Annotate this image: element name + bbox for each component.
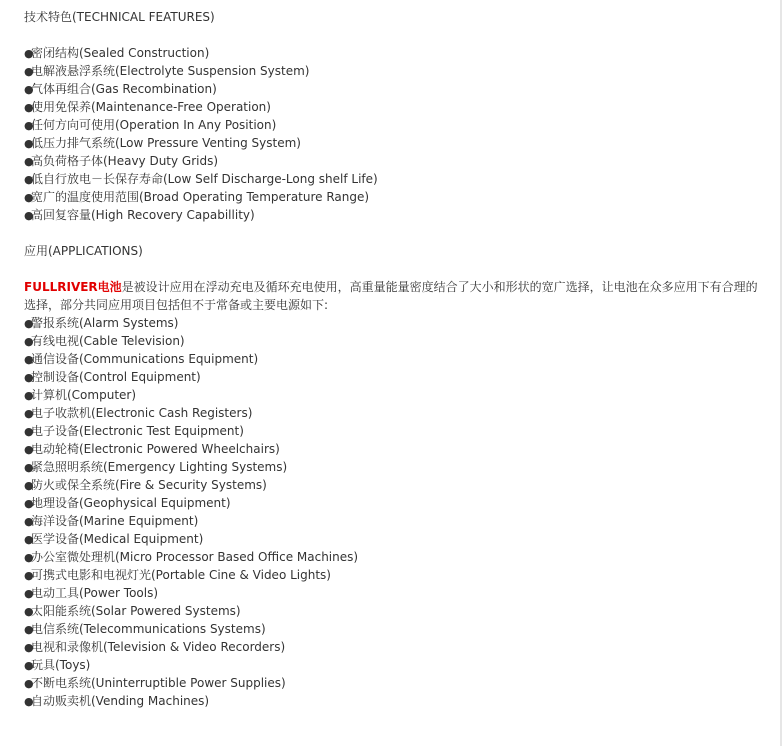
list-item-text: 防火或保全系统(Fire & Security Systems) [31, 478, 267, 492]
spacer [24, 26, 769, 44]
bullet-icon: ● [24, 695, 34, 708]
list-item [24, 674, 769, 692]
list-item [24, 152, 769, 170]
bullet-icon: ● [24, 659, 34, 672]
list-item-text: 低自行放电－长保存寿命(Low Self Discharge-Long shelf Life) [31, 172, 378, 186]
list-item-text: 高回复容量(High Recovery Capabillity) [31, 208, 255, 222]
bullet-icon: ● [24, 407, 34, 420]
list-item [24, 440, 769, 458]
list-item-text: 高负荷格子体(Heavy Duty Grids) [31, 154, 219, 168]
bullet-icon: ● [24, 335, 34, 348]
list-item [24, 404, 769, 422]
list-item-text: 地理设备(Geophysical Equipment) [31, 496, 231, 510]
bullet-icon: ● [24, 479, 34, 492]
bullet-icon: ● [24, 533, 34, 546]
list-item [24, 620, 769, 638]
list-item-text: 海洋设备(Marine Equipment) [31, 514, 199, 528]
list-item [24, 458, 769, 476]
list-item [24, 116, 769, 134]
bullet-icon: ● [24, 425, 34, 438]
list-item-text: 电信系统(Telecommunications Systems) [31, 622, 266, 636]
list-item-text: 密闭结构(Sealed Construction) [31, 46, 210, 60]
bullet-icon: ● [24, 155, 34, 168]
list-item-text: 计算机(Computer) [31, 388, 137, 402]
bullet-icon: ● [24, 191, 34, 204]
list-item-text: 通信设备(Communications Equipment) [31, 352, 259, 366]
list-item [24, 602, 769, 620]
applications-intro [24, 278, 769, 314]
bullet-icon: ● [24, 641, 34, 654]
list-item [24, 638, 769, 656]
list-item [24, 314, 769, 332]
bullet-icon: ● [24, 137, 34, 150]
bullet-icon: ● [24, 101, 34, 114]
list-item [24, 584, 769, 602]
bullet-icon: ● [24, 497, 34, 510]
bullet-icon: ● [24, 173, 34, 186]
list-item-text: 太阳能系统(Solar Powered Systems) [31, 604, 241, 618]
list-item-text: 紧急照明系统(Emergency Lighting Systems) [31, 460, 288, 474]
list-item [24, 62, 769, 80]
list-item-text: 低压力排气系统(Low Pressure Venting System) [31, 136, 301, 150]
bullet-icon: ● [24, 569, 34, 582]
list-item-text: 医学设备(Medical Equipment) [31, 532, 204, 546]
spacer [24, 260, 769, 278]
bullet-icon: ● [24, 515, 34, 528]
list-item-text: 可携式电影和电视灯光(Portable Cine & Video Lights) [31, 568, 331, 582]
bullet-icon: ● [24, 443, 34, 456]
spacer [24, 224, 769, 242]
bullet-icon: ● [24, 317, 34, 330]
content-area [24, 8, 769, 710]
list-item [24, 494, 769, 512]
bullet-icon: ● [24, 65, 34, 78]
list-item [24, 44, 769, 62]
technical-features-heading: 技术特色(TECHNICAL FEATURES) [24, 10, 215, 24]
list-item-text: 电子设备(Electronic Test Equipment) [31, 424, 244, 438]
list-item [24, 512, 769, 530]
list-item-text: 使用免保养(Maintenance-Free Operation) [31, 100, 271, 114]
list-item [24, 656, 769, 674]
bullet-icon: ● [24, 209, 34, 222]
list-item-text: 办公室微处理机(Micro Processor Based Office Machines) [31, 550, 359, 564]
list-item-text: 玩具(Toys) [31, 658, 91, 672]
list-item [24, 476, 769, 494]
applications-heading: 应用(APPLICATIONS) [24, 244, 143, 258]
bullet-icon: ● [24, 677, 34, 690]
list-item [24, 422, 769, 440]
list-item-text: 电动工具(Power Tools) [31, 586, 159, 600]
list-item-text: 电动轮椅(Electronic Powered Wheelchairs) [31, 442, 280, 456]
bullet-icon: ● [24, 623, 34, 636]
list-item [24, 350, 769, 368]
bullet-icon: ● [24, 389, 34, 402]
list-item [24, 98, 769, 116]
list-item [24, 134, 769, 152]
list-item [24, 566, 769, 584]
bullet-icon: ● [24, 587, 34, 600]
list-item-text: 气体再组合(Gas Recombination) [31, 82, 217, 96]
bullet-icon: ● [24, 605, 34, 618]
list-item [24, 332, 769, 350]
bullet-icon: ● [24, 551, 34, 564]
bullet-icon: ● [24, 353, 34, 366]
list-item-text: 不断电系统(Uninterruptible Power Supplies) [31, 676, 286, 690]
list-item-text: 控制设备(Control Equipment) [31, 370, 201, 384]
bullet-icon: ● [24, 47, 34, 60]
applications-intro-text: 是被设计应用在浮动充电及循环充电使用，高重量能量密度结合了大小和形状的宽广选择，让电池在众多应用下有合理的选择，部分共同应用项目包括但不于常备或主要电源如下: [24, 280, 758, 312]
bullet-icon: ● [24, 83, 34, 96]
list-item [24, 530, 769, 548]
bullet-icon: ● [24, 371, 34, 384]
list-item [24, 188, 769, 206]
list-item-text: 宽广的温度使用范围(Broad Operating Temperature Range) [31, 190, 370, 204]
list-item-text: 电子收款机(Electronic Cash Registers) [31, 406, 253, 420]
list-item [24, 386, 769, 404]
applications-list [24, 314, 769, 710]
list-item [24, 206, 769, 224]
brand-name: FULLRIVER电池 [24, 280, 122, 294]
list-item-text: 电视和录像机(Television & Video Recorders) [31, 640, 286, 654]
list-item-text: 警报系统(Alarm Systems) [31, 316, 179, 330]
list-item [24, 80, 769, 98]
list-item [24, 170, 769, 188]
list-item [24, 548, 769, 566]
technical-features-list [24, 44, 769, 224]
list-item [24, 368, 769, 386]
list-item [24, 692, 769, 710]
bullet-icon: ● [24, 119, 34, 132]
list-item-text: 有线电视(Cable Television) [31, 334, 185, 348]
list-item-text: 电解液悬浮系统(Electrolyte Suspension System) [31, 64, 310, 78]
bullet-icon: ● [24, 461, 34, 474]
list-item-text: 自动贩卖机(Vending Machines) [31, 694, 210, 708]
list-item-text: 任何方向可使用(Operation In Any Position) [31, 118, 277, 132]
